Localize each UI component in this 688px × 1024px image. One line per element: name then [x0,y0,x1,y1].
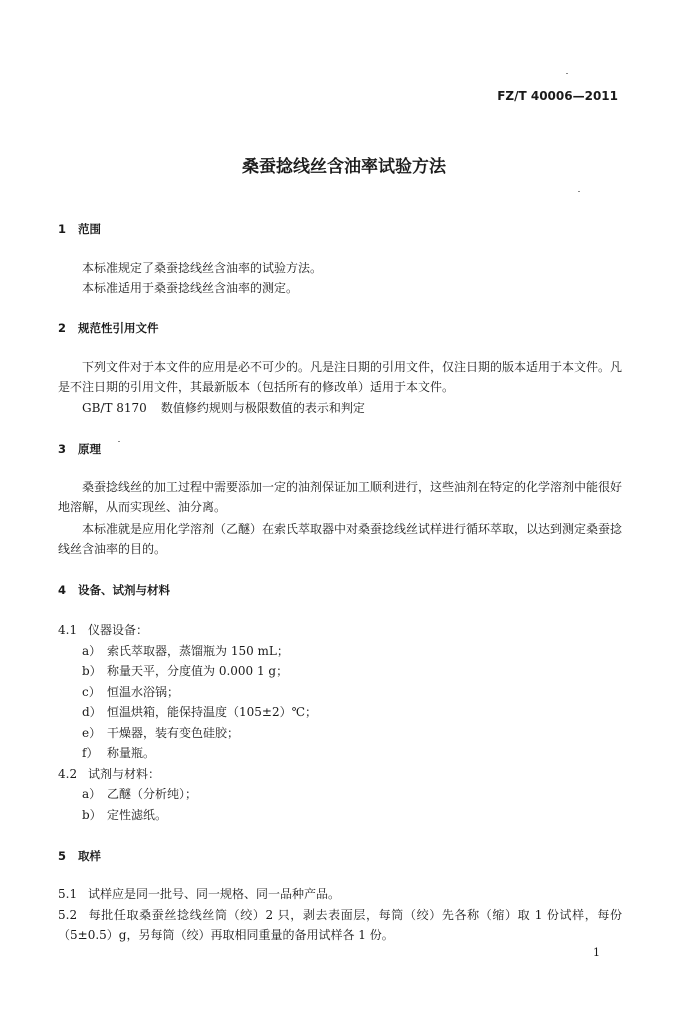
clause [58,885,340,902]
section-title: 取样 [78,849,101,863]
list-marker: b） [82,664,102,678]
clause-number: 5.1 [58,887,78,901]
section-heading [58,320,159,336]
list-item [82,683,179,700]
list-marker: a） [82,644,102,658]
list-item [82,785,197,802]
subsection-title: 试剂与材料： [88,767,161,781]
list-text: 称量瓶。 [107,746,156,760]
section-title: 原理 [78,442,101,456]
list-marker: b） [82,808,102,822]
list-text: 定性滤纸。 [107,808,168,822]
list-marker: d） [82,705,102,719]
list-item [82,724,239,741]
section-number: 1 [58,222,67,236]
section-heading [58,221,101,237]
page-number: 1 [593,946,600,959]
subsection-heading [58,765,160,782]
scan-speck [118,441,120,442]
reference-code: GB/T 8170 [82,401,147,415]
list-text: 干燥器，装有变色硅胶； [107,726,240,740]
section-title: 规范性引用文件 [78,321,159,335]
list-text: 恒温水浴锅； [107,685,180,699]
list-marker: c） [82,685,101,699]
list-text: 索氏萃取器，蒸馏瓶为 150 mL； [107,644,289,658]
paragraph: 本标准适用于桑蚕捻线丝含油率的测定。 [82,281,299,295]
list-item [82,744,155,761]
list-marker: a） [82,787,102,801]
list-item [82,642,289,659]
section-title: 设备、试剂与材料 [78,583,170,597]
document-title: 桑蚕捻线丝含油率试验方法 [242,157,446,177]
subsection-number: 4.2 [58,767,78,781]
normative-reference [82,398,365,418]
clause-number: 5.2 [58,908,78,922]
list-text: 乙醚（分析纯）； [107,787,198,801]
list-marker: e） [82,726,102,740]
section-number: 3 [58,442,67,456]
section-number: 5 [58,849,67,863]
section-number: 2 [58,321,67,335]
scan-speck [578,191,580,192]
paragraph: 下列文件对于本文件的应用是必不可少的。凡是注日期的引用文件，仅注日期的版本适用于本文件。凡是不注日期的引用文件，其最新版本（包括所有的修改单）适用于本文件。 [58,360,623,394]
paragraph: 本标准规定了桑蚕捻线丝含油率的试验方法。 [82,261,323,275]
clause-text: 试样应是同一批号、同一规格、同一品种产品。 [88,887,341,901]
paragraph: 桑蚕捻线丝的加工过程中需要添加一定的油剂保证加工顺利进行，这些油剂在特定的化学溶剂中能很好地溶解，从而实现丝、油分离。 [58,480,623,514]
section-heading [58,582,170,598]
subsection-number: 4.1 [58,623,78,637]
clause [58,905,622,945]
list-text: 恒温烘箱，能保持温度（105±2）℃； [107,705,318,719]
list-item [82,662,288,679]
subsection-title: 仪器设备： [88,623,149,637]
list-item [82,703,317,720]
section-heading [58,441,101,457]
section-heading [58,848,101,864]
list-marker: f） [82,746,99,760]
list-item [82,806,167,823]
section-number: 4 [58,583,67,597]
section-title: 范围 [78,222,101,236]
reference-title: 数值修约规则与极限数值的表示和判定 [160,401,365,415]
standard-code: FZ/T 40006—2011 [497,89,618,103]
clause-text: 每批任取桑蚕丝捻线丝筒（绞）2 只，剥去表面层，每筒（绞）先各称（缩）取 1 份试样，每份（5±0.5）g，另每筒（绞）再取相同重量的备用试样各 1 份。 [58,908,622,942]
scan-speck [566,73,568,74]
paragraph: 本标准就是应用化学溶剂（乙醚）在索氏萃取器中对桑蚕捻线丝试样进行循环萃取，以达到测定桑蚕捻线丝含油率的目的。 [58,522,623,556]
list-text: 称量天平，分度值为 0.000 1 g； [107,664,289,678]
subsection-heading [58,621,148,638]
